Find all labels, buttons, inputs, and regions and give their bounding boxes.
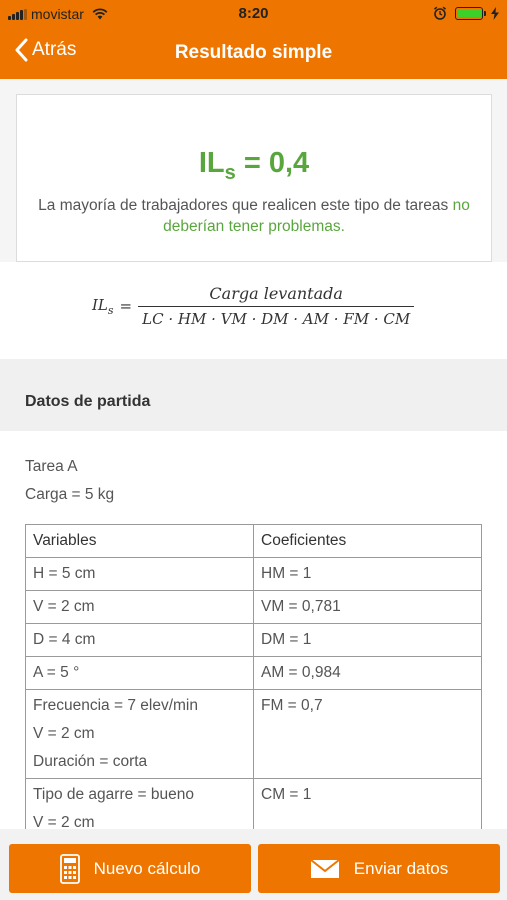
formula-lhs-subscript: s xyxy=(107,303,114,317)
task-load: Carga = 5 kg xyxy=(25,486,115,503)
result-index xyxy=(17,147,491,185)
table-cell-coefficient: AM = 0,984 xyxy=(254,657,482,690)
table-row xyxy=(26,779,482,830)
section-header xyxy=(0,359,507,431)
input-data-area xyxy=(0,431,507,829)
send-data-button[interactable] xyxy=(258,844,500,893)
navigation-bar xyxy=(0,28,507,79)
calculator-icon xyxy=(60,854,80,884)
table-header-row xyxy=(26,525,482,558)
table-cell-coefficient: HM = 1 xyxy=(254,558,482,591)
table-cell-variable: V = 2 cm xyxy=(26,591,254,624)
formula-fraction xyxy=(138,284,414,328)
formula-numerator: Carga levantada xyxy=(209,284,343,303)
new-calculation-button[interactable] xyxy=(9,844,251,893)
index-symbol: IL xyxy=(198,147,225,179)
formula-lhs xyxy=(92,296,114,317)
send-data-label: Enviar datos xyxy=(353,858,449,878)
table-cell-variable xyxy=(26,779,254,830)
variable-line: Duración = corta xyxy=(33,753,148,770)
table-header-coefficients: Coeficientes xyxy=(254,525,482,558)
variable-line: Tipo de agarre = bueno xyxy=(33,786,195,803)
formula xyxy=(92,284,414,328)
formula-lhs-symbol: IL xyxy=(92,295,108,314)
table-row xyxy=(26,624,482,657)
new-calculation-label: Nuevo cálculo xyxy=(93,858,201,878)
back-label: Atrás xyxy=(32,39,77,60)
battery-icon xyxy=(455,7,483,20)
result-message-highlight: no deberían tener problemas. xyxy=(163,197,470,235)
table-row xyxy=(26,558,482,591)
page-title: Resultado simple xyxy=(174,42,333,63)
charging-icon xyxy=(491,7,499,20)
variable-line: V = 2 cm xyxy=(33,814,95,829)
table-cell-coefficient: CM = 1 xyxy=(254,779,482,830)
table-cell-variable: D = 4 cm xyxy=(26,624,254,657)
variable-line: Frecuencia = 7 elev/min xyxy=(33,697,198,714)
index-value: = 0,4 xyxy=(235,147,310,179)
table-header-variables: Variables xyxy=(26,525,254,558)
table-cell-coefficient: VM = 0,781 xyxy=(254,591,482,624)
formula-area xyxy=(0,262,507,359)
bottom-action-bar xyxy=(0,829,507,900)
table-row xyxy=(26,657,482,690)
carrier-name: movistar xyxy=(31,6,84,22)
formula-denominator: LC · HM · VM · DM · AM · FM · CM xyxy=(138,306,414,328)
index-subscript: s xyxy=(224,161,236,184)
table-cell-coefficient: DM = 1 xyxy=(254,624,482,657)
status-right xyxy=(433,6,499,20)
result-message-text: La mayoría de trabajadores que realicen este tipo de tareas xyxy=(38,197,449,214)
table-cell-variable: A = 5 ° xyxy=(26,657,254,690)
content-scroll[interactable] xyxy=(0,79,507,829)
table-cell-variable: H = 5 cm xyxy=(26,558,254,591)
table-cell-variable xyxy=(26,690,254,779)
variables-table xyxy=(25,524,482,829)
table-cell-coefficient: FM = 0,7 xyxy=(254,690,482,779)
task-name: Tarea A xyxy=(25,458,78,475)
result-card xyxy=(16,94,492,262)
table-row xyxy=(26,690,482,779)
result-message xyxy=(37,195,471,237)
variable-line: V = 2 cm xyxy=(33,725,95,742)
section-title: Datos de partida xyxy=(25,393,151,410)
envelope-icon xyxy=(310,859,340,879)
formula-equals: = xyxy=(119,297,133,315)
table-row xyxy=(26,591,482,624)
status-time: 8:20 xyxy=(238,5,269,22)
status-bar xyxy=(0,0,507,28)
alarm-icon xyxy=(433,6,447,20)
